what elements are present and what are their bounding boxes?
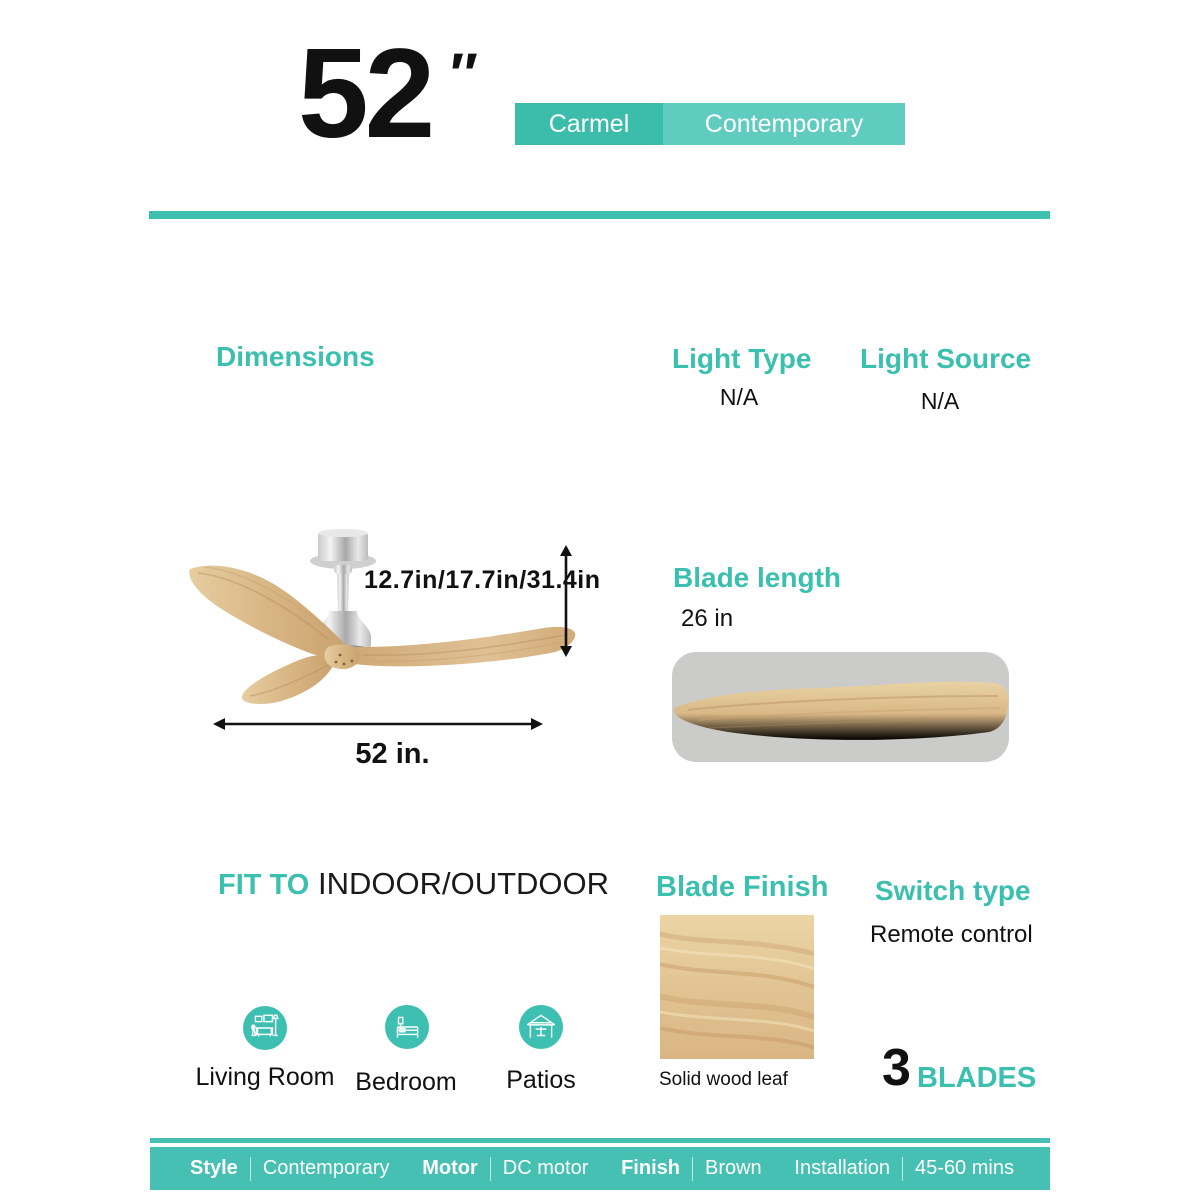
spec-value: DC motor bbox=[502, 1157, 589, 1179]
spec-separator bbox=[250, 1157, 251, 1181]
area-label-living-room: Living Room bbox=[195, 1063, 335, 1091]
spec-separator bbox=[692, 1157, 693, 1181]
spec-value: Contemporary bbox=[262, 1157, 390, 1179]
dimensions-title: Dimensions bbox=[216, 341, 375, 372]
living-room-icon bbox=[243, 1006, 287, 1050]
fan-size-number: 52 bbox=[298, 22, 432, 164]
blade-length-value: 26 in bbox=[681, 605, 734, 632]
series-name: Carmel bbox=[515, 103, 663, 145]
light-type-value: N/A bbox=[719, 384, 759, 410]
patio-icon bbox=[519, 1005, 563, 1049]
light-type-title: Light Type bbox=[672, 343, 812, 374]
blade-count-number: 3 bbox=[882, 1039, 911, 1097]
blade-illustration bbox=[668, 648, 1013, 766]
series-badge bbox=[515, 103, 905, 145]
spec-style bbox=[190, 1157, 390, 1181]
blade-finish-title: Blade Finish bbox=[656, 871, 829, 903]
header-divider bbox=[149, 211, 1050, 219]
spec-label: Installation bbox=[794, 1157, 891, 1179]
area-label-bedroom: Bedroom bbox=[355, 1068, 457, 1096]
fit-to-value: INDOOR/OUTDOOR bbox=[318, 866, 610, 901]
ceiling-fan-illustration bbox=[168, 525, 588, 737]
spec-value: 45-60 mins bbox=[915, 1157, 1014, 1179]
spec-finish bbox=[621, 1157, 762, 1181]
spec-value: Brown bbox=[704, 1157, 762, 1179]
blade-length-title: Blade length bbox=[673, 562, 842, 593]
spec-motor bbox=[422, 1157, 588, 1181]
spec-installation bbox=[794, 1157, 1014, 1181]
drop-height-label: 12.7in/17.7in/31.4in bbox=[364, 566, 601, 594]
inch-mark: ″ bbox=[447, 42, 475, 107]
footer-accent-strip bbox=[150, 1138, 1050, 1143]
switch-type-title: Switch type bbox=[875, 875, 1031, 906]
series-style: Contemporary bbox=[663, 103, 905, 145]
footer-spec-bar bbox=[150, 1147, 1050, 1190]
spec-separator bbox=[490, 1157, 491, 1181]
blade-finish-caption: Solid wood leaf bbox=[659, 1069, 788, 1090]
light-source-title: Light Source bbox=[860, 343, 1032, 374]
light-source-value: N/A bbox=[920, 388, 960, 414]
spec-label: Style bbox=[190, 1157, 238, 1179]
wood-finish-swatch bbox=[660, 915, 814, 1059]
area-label-patios: Patios bbox=[506, 1066, 576, 1094]
spec-label: Motor bbox=[422, 1157, 478, 1179]
switch-type-value: Remote control bbox=[870, 921, 1033, 948]
spec-label: Finish bbox=[621, 1157, 680, 1179]
spec-separator bbox=[902, 1157, 903, 1181]
blade-span-label: 52 in. bbox=[355, 738, 430, 770]
bedroom-icon bbox=[385, 1005, 429, 1049]
blade-count-label: BLADES bbox=[917, 1062, 1037, 1094]
fit-to-title: FIT TO bbox=[218, 869, 310, 901]
